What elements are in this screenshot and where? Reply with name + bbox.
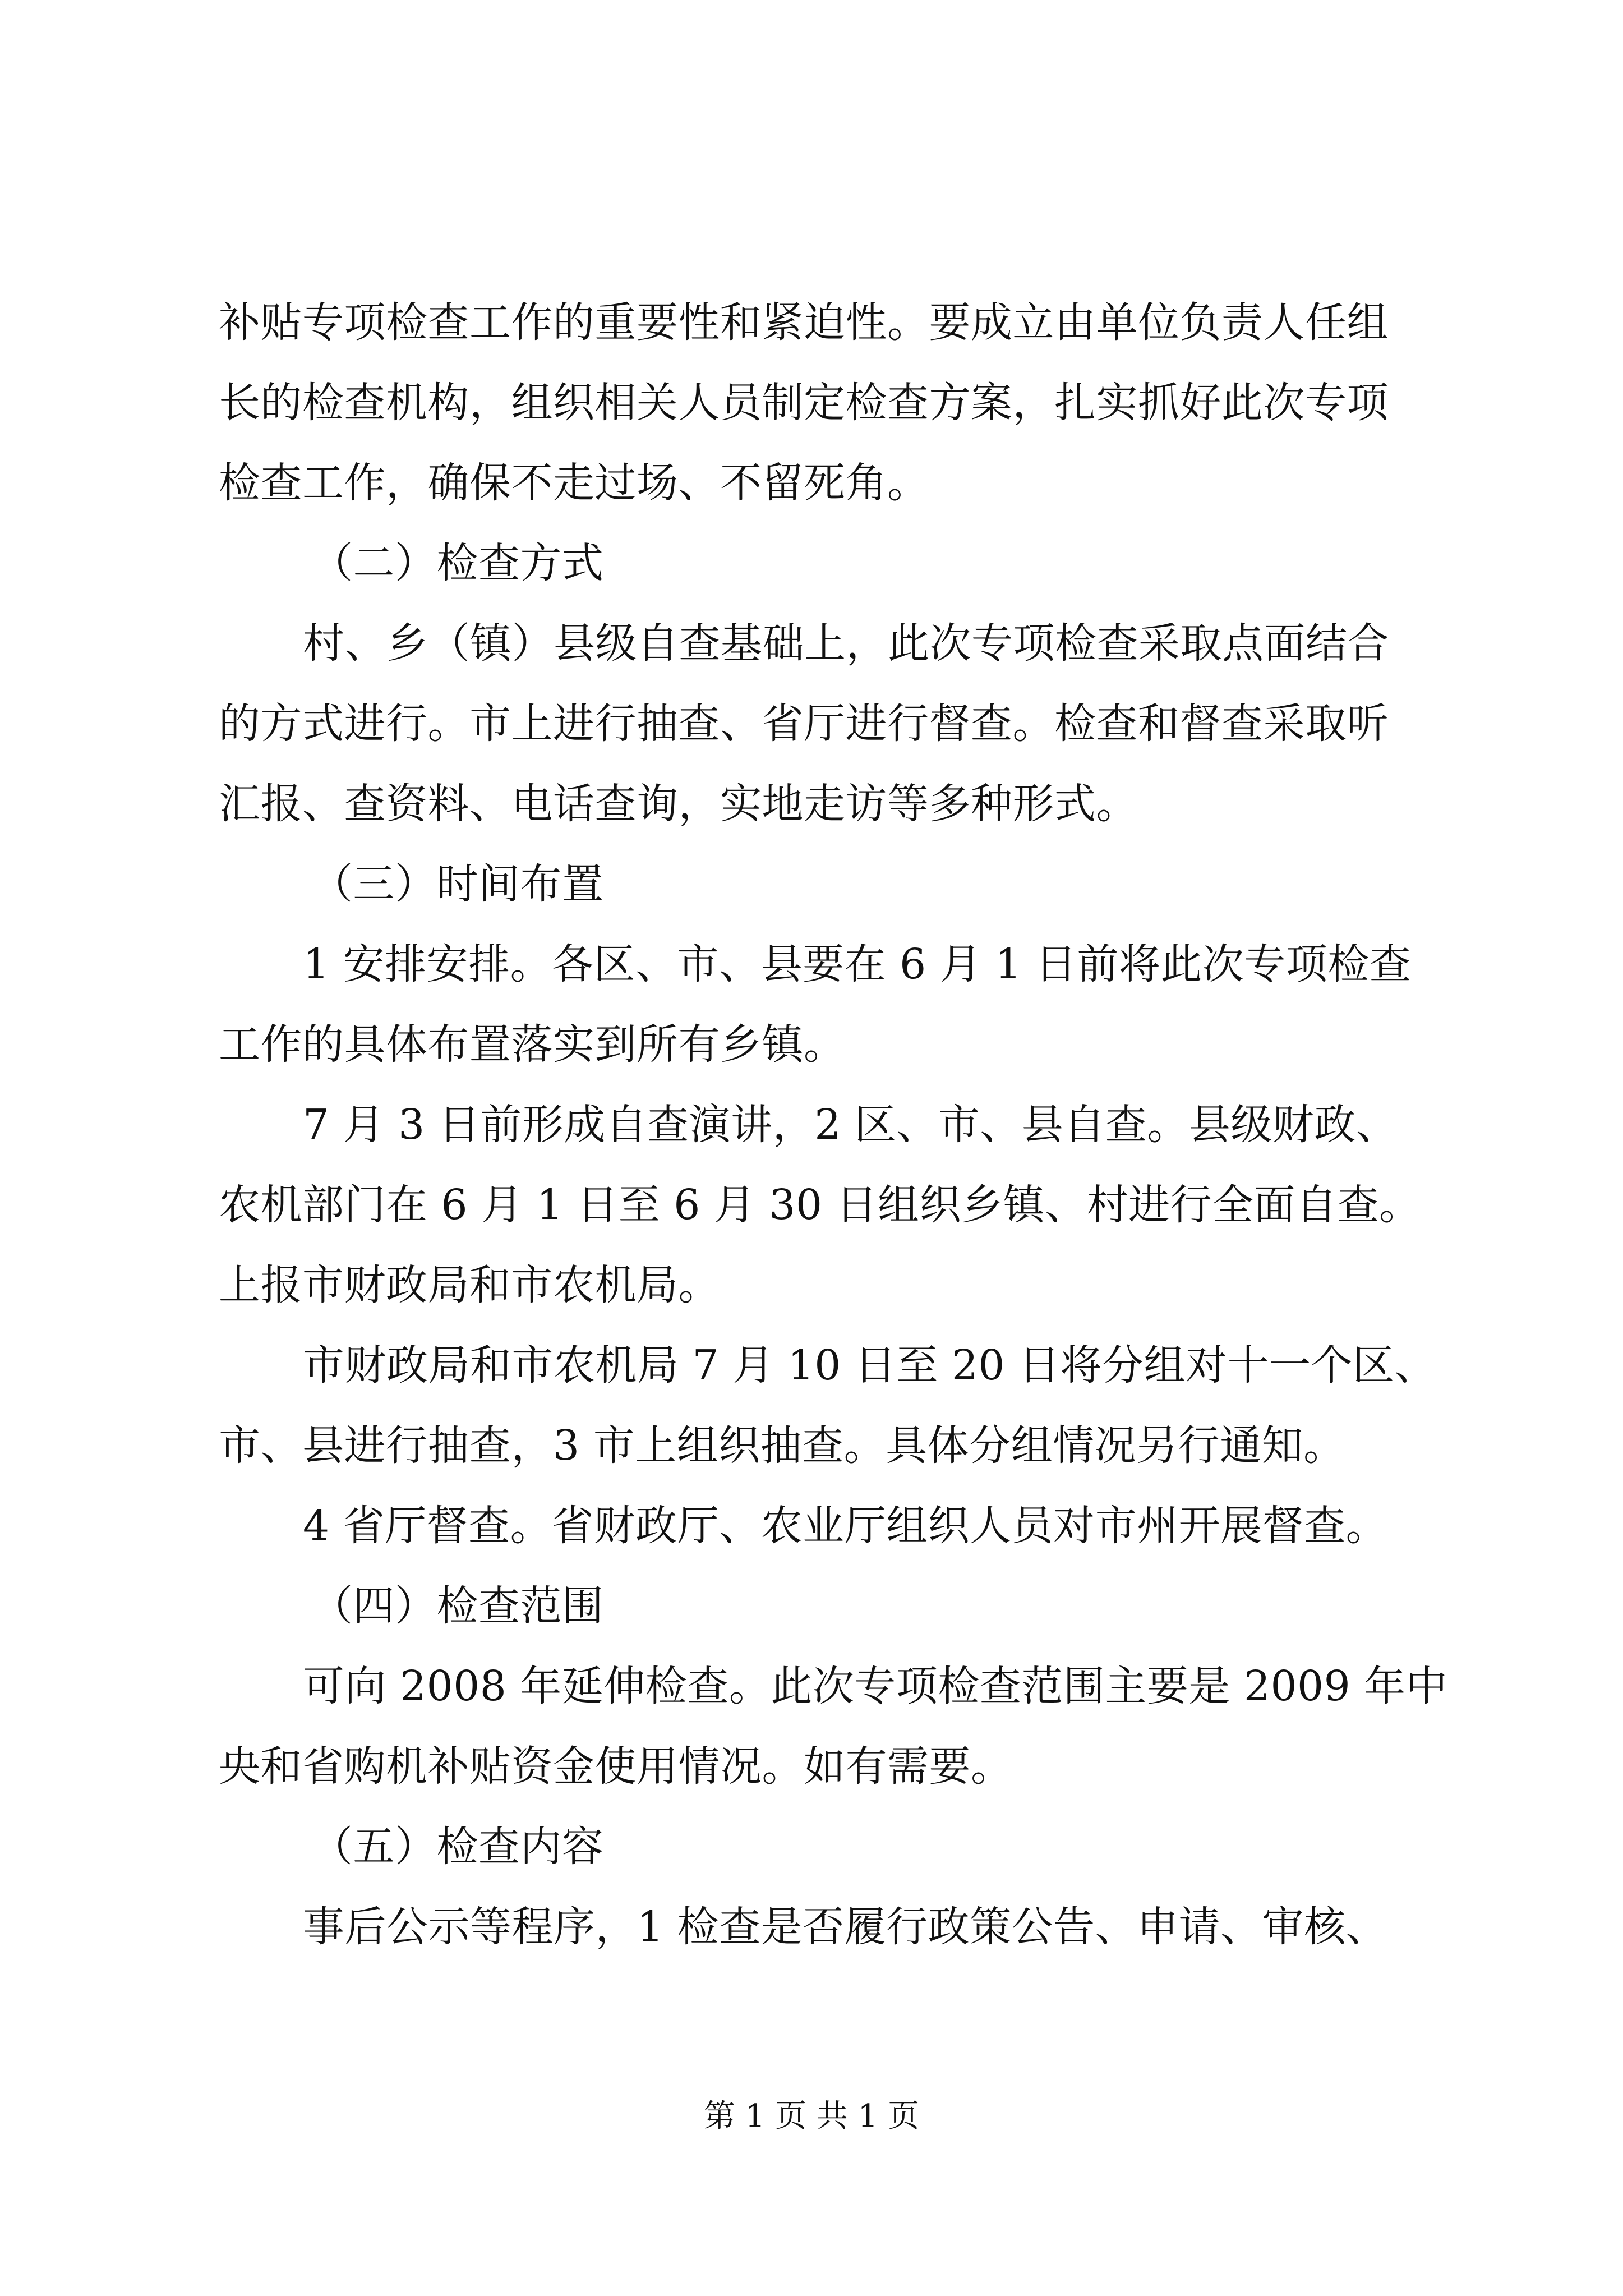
text-line: 1 安排安排。各区、市、县要在 6 月 1 日前将此次专项检查 [303,940,1412,988]
text-line: 补贴专项检查工作的重要性和紧迫性。要成立由单位负责人任组 [219,298,1389,347]
text-line: 农机部门在 6 月 1 日至 6 月 30 日组织乡镇、村进行全面自查。 [219,1181,1421,1229]
text-line: 村、乡（镇）县级自查基础上，此次专项检查采取点面结合 [303,619,1389,668]
text-line: 市、县进行抽查，3 市上组织抽查。具体分组情况另行通知。 [219,1421,1345,1470]
section-heading: （五）检查内容 [311,1823,604,1871]
text-line: 市财政局和市农机局 7 月 10 日至 20 日将分组对十一个区、 [303,1341,1437,1389]
page-number-footer: 第 1 页 共 1 页 [703,2098,920,2134]
text-line: 事后公示等程序，1 检查是否履行政策公告、申请、审核、 [303,1903,1388,1951]
section-heading: （三）时间布置 [311,860,604,908]
text-line: 4 省厅督查。省财政厅、农业厅组织人员对市州开展督查。 [303,1502,1388,1550]
text-line: 上报市财政局和市农机局。 [219,1261,720,1309]
text-line: 检查工作，确保不走过场、不留死角。 [219,459,929,507]
text-line: 的方式进行。市上进行抽查、省厅进行督查。检查和督查采取听 [219,700,1389,748]
section-heading: （四）检查范围 [311,1582,604,1630]
text-line: 长的检查机构，组织相关人员制定检查方案，扎实抓好此次专项 [219,379,1389,427]
text-line: 汇报、查资料、电话查询，实地走访等多种形式。 [219,780,1138,828]
text-line: 7 月 3 日前形成自查演讲，2 区、市、县自查。县级财政、 [303,1101,1398,1149]
text-line: 工作的具体布置落实到所有乡镇。 [219,1020,846,1069]
section-heading: （二）检查方式 [311,539,604,587]
text-line: 央和省购机补贴资金使用情况。如有需要。 [219,1742,1013,1791]
text-line: 可向 2008 年延伸检查。此次专项检查范围主要是 2009 年中 [303,1662,1448,1710]
